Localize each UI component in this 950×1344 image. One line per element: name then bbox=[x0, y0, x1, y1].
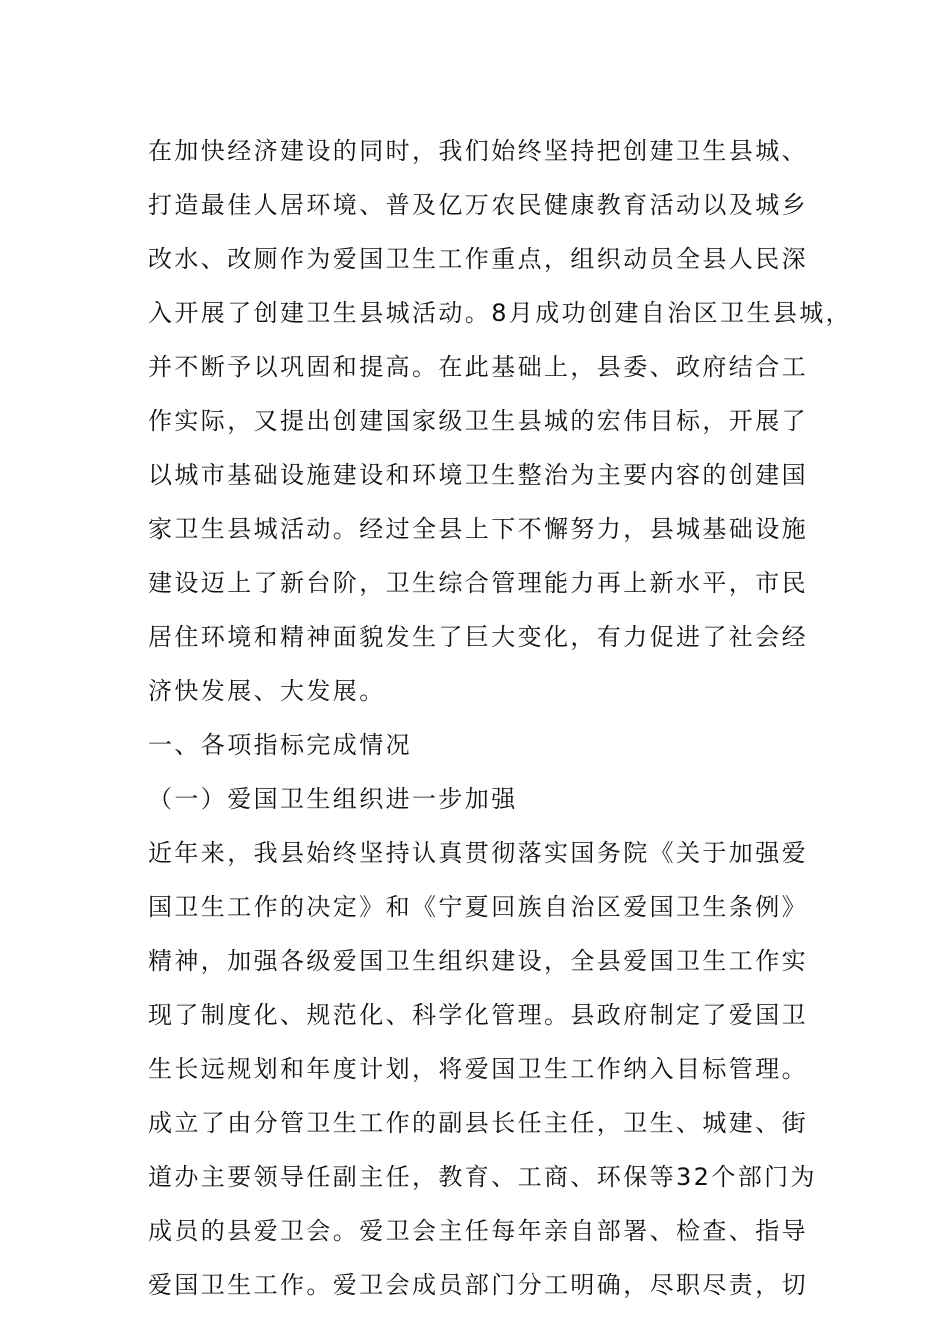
paragraph-1-line: 以城市基础设施建设和环境卫生整治为主要内容的创建国 bbox=[148, 461, 808, 489]
paragraph-1-line: 居住环境和精神面貌发生了巨大变化，有力促进了社会经 bbox=[148, 623, 808, 651]
paragraph-2-line: 生长远规划和年度计划，将爱国卫生工作纳入目标管理。 bbox=[148, 1055, 808, 1083]
paragraph-1-line: 入开展了创建卫生县城活动。8月成功创建自治区卫生县城， bbox=[148, 299, 853, 327]
section-heading: 一、各项指标完成情况 bbox=[148, 731, 412, 759]
paragraph-2-line: 成立了由分管卫生工作的副县长任主任，卫生、城建、街 bbox=[148, 1109, 808, 1137]
paragraph-1-line: 济快发展、大发展。 bbox=[148, 677, 386, 705]
paragraph-2-line: 近年来，我县始终坚持认真贯彻落实国务院《关于加强爱 bbox=[148, 839, 808, 867]
paragraph-1-line: 并不断予以巩固和提高。在此基础上，县委、政府结合工 bbox=[148, 353, 808, 381]
paragraph-2-line: 道办主要领导任副主任，教育、工商、环保等32个部门为 bbox=[148, 1163, 817, 1191]
paragraph-1-line: 建设迈上了新台阶，卫生综合管理能力再上新水平，市民 bbox=[148, 569, 808, 597]
paragraph-2-line: 精神，加强各级爱国卫生组织建设，全县爱国卫生工作实 bbox=[148, 947, 808, 975]
paragraph-2-line: 国卫生工作的决定》和《宁夏回族自治区爱国卫生条例》 bbox=[148, 893, 808, 921]
subsection-heading: （一）爱国卫生组织进一步加强 bbox=[148, 785, 518, 813]
paragraph-1-line: 改水、改厕作为爱国卫生工作重点，组织动员全县人民深 bbox=[148, 245, 808, 273]
body-text bbox=[148, 124, 853, 1312]
paragraph-1-line: 打造最佳人居环境、普及亿万农民健康教育活动以及城乡 bbox=[148, 191, 808, 219]
paragraph-2-line: 成员的县爱卫会。爱卫会主任每年亲自部署、检查、指导 bbox=[148, 1217, 808, 1245]
paragraph-1-line: 作实际，又提出创建国家级卫生县城的宏伟目标，开展了 bbox=[148, 407, 808, 435]
paragraph-1-line: 在加快经济建设的同时，我们始终坚持把创建卫生县城、 bbox=[148, 137, 808, 165]
paragraph-1-line: 家卫生县城活动。经过全县上下不懈努力，县城基础设施 bbox=[148, 515, 808, 543]
paragraph-2-line: 现了制度化、规范化、科学化管理。县政府制定了爱国卫 bbox=[148, 1001, 808, 1029]
paragraph-2-line: 爱国卫生工作。爱卫会成员部门分工明确，尽职尽责，切 bbox=[148, 1271, 808, 1299]
